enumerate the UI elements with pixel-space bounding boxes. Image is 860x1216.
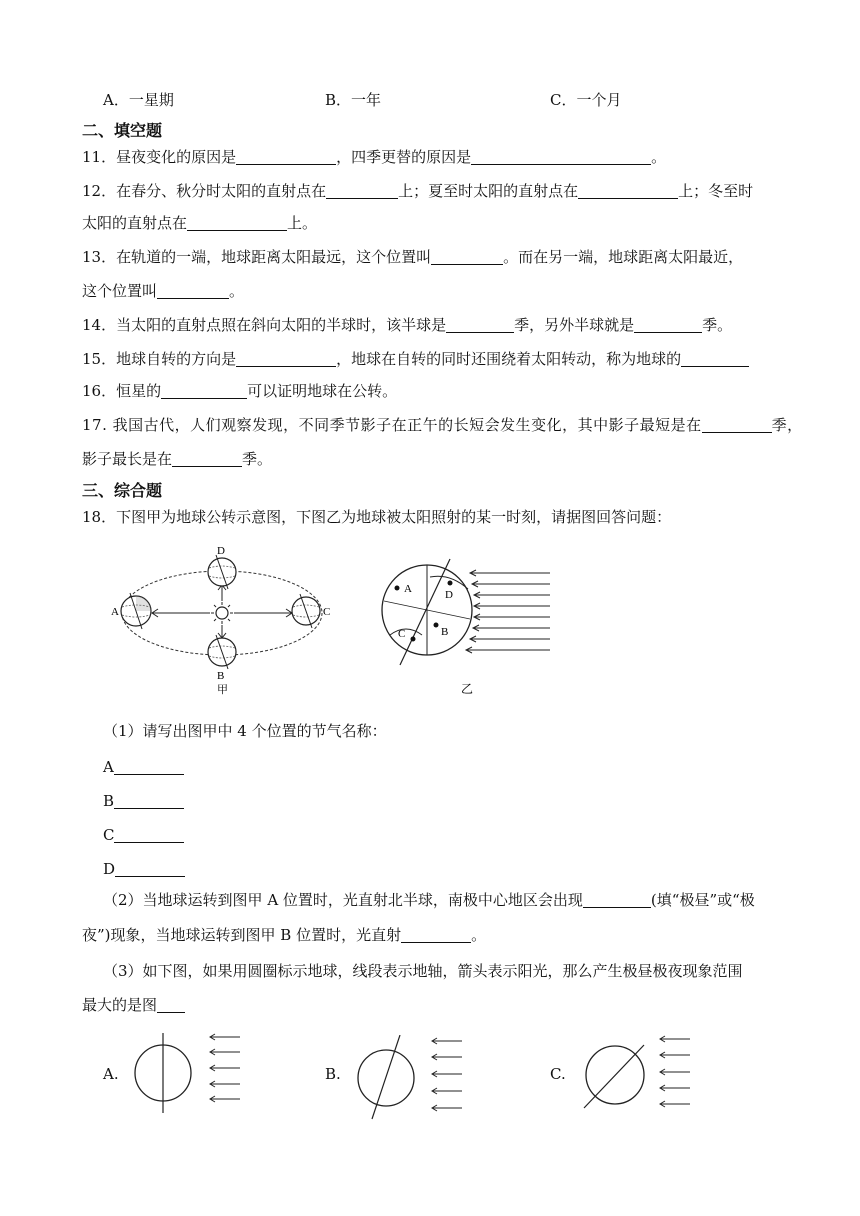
question-18-sub3-cont bbox=[82, 995, 185, 1015]
label-c: C bbox=[398, 628, 406, 640]
answer-blank[interactable] bbox=[157, 996, 185, 1013]
answer-blank[interactable] bbox=[401, 926, 471, 943]
figure-jia-orbit bbox=[110, 543, 340, 703]
question-12-cont bbox=[82, 213, 317, 233]
label-c: C bbox=[323, 606, 331, 618]
question-13-cont bbox=[82, 281, 244, 301]
label-d: D bbox=[217, 545, 225, 557]
answer-blank[interactable] bbox=[187, 214, 287, 231]
question-12 bbox=[82, 181, 753, 201]
q17-text: 17. 我国古代，人们观察发现，不同季节影子在正午的长短会发生变化，其中影子最短是在 bbox=[82, 416, 702, 434]
sub2-text: 夜”)现象，当地球运转到图甲 B 位置时，光直射 bbox=[82, 926, 402, 944]
q12-text: 上；夏至时太阳的直射点在 bbox=[398, 182, 579, 200]
question-11 bbox=[82, 147, 666, 167]
section-title-fill-blank: 二、填空题 bbox=[82, 121, 163, 140]
q12-text: 12．在春分、秋分时太阳的直射点在 bbox=[82, 182, 327, 200]
sub3-text: 最大的是图 bbox=[82, 996, 158, 1014]
figure-yi-illumination bbox=[370, 555, 560, 700]
option-b: B．一年 bbox=[325, 91, 382, 109]
answer-label: C bbox=[103, 826, 115, 844]
question-18-sub2-cont bbox=[82, 925, 486, 945]
answer-blank[interactable] bbox=[702, 416, 772, 433]
label-b: B bbox=[217, 670, 225, 682]
answer-blank[interactable] bbox=[236, 350, 336, 367]
q12-text: 上；冬至时 bbox=[678, 182, 754, 200]
q14-text: 季。 bbox=[702, 316, 733, 334]
label-a: A bbox=[111, 606, 119, 618]
choice-c-diagram bbox=[578, 1030, 698, 1120]
q14-text: 14．当太阳的直射点照在斜向太阳的半球时，该半球是 bbox=[82, 316, 447, 334]
question-13 bbox=[82, 247, 743, 267]
answer-blank[interactable] bbox=[681, 350, 749, 367]
answer-blank[interactable] bbox=[114, 826, 184, 843]
answer-blank[interactable] bbox=[634, 316, 702, 333]
question-16 bbox=[82, 381, 397, 401]
answer-blank[interactable] bbox=[157, 282, 229, 299]
option-a: A．一星期 bbox=[103, 91, 174, 109]
q16-text: 16．恒星的 bbox=[82, 382, 162, 400]
label-b: B bbox=[441, 626, 449, 638]
question-14 bbox=[82, 315, 732, 335]
answer-blank[interactable] bbox=[172, 450, 242, 467]
sub2-text: (填“极昼”或“极 bbox=[650, 891, 755, 909]
q15-text: 15．地球自转的方向是 bbox=[82, 350, 237, 368]
question-18-sub2 bbox=[103, 890, 755, 910]
choice-a-label: A. bbox=[103, 1065, 119, 1083]
answer-blank[interactable] bbox=[114, 792, 184, 809]
q14-text: 季，另外半球就是 bbox=[514, 316, 635, 334]
q17-text: 季。 bbox=[242, 450, 273, 468]
answer-c bbox=[103, 825, 184, 845]
q16-text: 可以证明地球在公转。 bbox=[247, 382, 398, 400]
answer-label: A bbox=[103, 758, 114, 776]
answer-label: B bbox=[103, 792, 115, 810]
question-15 bbox=[82, 349, 749, 369]
sub2-text: （2）当地球运转到图甲 A 位置时，光直射北半球，南极中心地区会出现 bbox=[103, 891, 583, 909]
q11-text: ，四季更替的原因是 bbox=[336, 148, 472, 166]
answer-a bbox=[103, 757, 184, 777]
answer-blank[interactable] bbox=[583, 891, 651, 908]
q12-text: 上。 bbox=[287, 214, 318, 232]
q11-text: 。 bbox=[651, 148, 667, 166]
question-18-sub3: （3）如下图，如果用圆圈标示地球，线段表示地轴，箭头表示阳光，那么产生极昼极夜现象范围 bbox=[103, 962, 743, 980]
answer-blank[interactable] bbox=[326, 182, 398, 199]
label-d: D bbox=[445, 589, 453, 601]
q11-text: 11．昼夜变化的原因是 bbox=[82, 148, 237, 166]
answer-blank[interactable] bbox=[114, 758, 184, 775]
answer-blank[interactable] bbox=[236, 148, 336, 165]
q12-text: 太阳的直射点在 bbox=[82, 214, 188, 232]
q13-text: 。 bbox=[229, 282, 245, 300]
question-18-sub1: （1）请写出图甲中 4 个位置的节气名称： bbox=[103, 722, 387, 740]
caption-yi: 乙 bbox=[461, 682, 474, 696]
answer-blank[interactable] bbox=[161, 382, 247, 399]
question-18-intro: 18．下图甲为地球公转示意图，下图乙为地球被太阳照射的某一时刻，请据图回答问题： bbox=[82, 508, 672, 526]
answer-label: D bbox=[103, 860, 116, 878]
q13-text: 。而在另一端，地球距离太阳最近， bbox=[503, 248, 744, 266]
caption-jia: 甲 bbox=[217, 684, 228, 696]
answer-blank[interactable] bbox=[115, 860, 185, 877]
option-c: C．一个月 bbox=[550, 91, 622, 109]
answer-blank[interactable] bbox=[446, 316, 514, 333]
sub2-text: 。 bbox=[471, 926, 487, 944]
question-17-cont bbox=[82, 449, 272, 469]
answer-blank[interactable] bbox=[578, 182, 678, 199]
q15-text: ，地球在自转的同时还围绕着太阳转动，称为地球的 bbox=[336, 350, 682, 368]
q17-text: 影子最长是在 bbox=[82, 450, 173, 468]
label-a: A bbox=[404, 583, 412, 595]
choice-b-diagram bbox=[350, 1035, 470, 1120]
q13-text: 这个位置叫 bbox=[82, 282, 158, 300]
question-17 bbox=[82, 415, 803, 435]
answer-blank[interactable] bbox=[471, 148, 651, 165]
q13-text: 13．在轨道的一端，地球距离太阳最远，这个位置叫 bbox=[82, 248, 432, 266]
q17-text: 季， bbox=[771, 416, 803, 434]
choice-a-diagram bbox=[125, 1030, 245, 1120]
choice-b-label: B. bbox=[325, 1065, 341, 1083]
section-title-comprehensive: 三、综合题 bbox=[82, 481, 163, 500]
answer-d bbox=[103, 859, 185, 879]
answer-b bbox=[103, 791, 184, 811]
choice-c-label: C. bbox=[550, 1065, 566, 1083]
answer-blank[interactable] bbox=[431, 248, 503, 265]
